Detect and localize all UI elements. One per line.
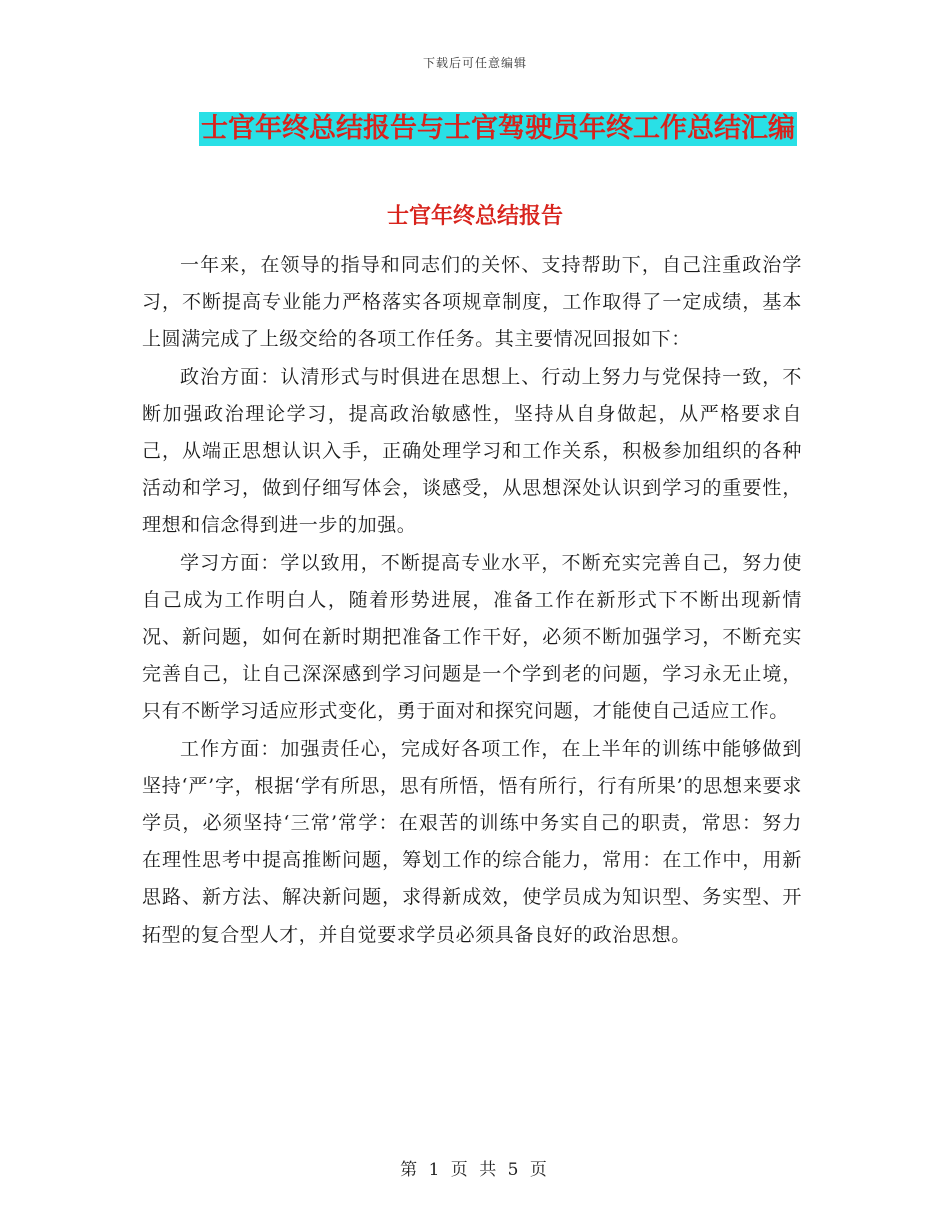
- paragraph-study: 学习方面：学以致用，不断提高专业水平，不断充实完善自己，努力使自己成为工作明白人，随着形势进展，准备工作在新形式下不断出现新情况、新问题，如何在新时期把准备工作干好，必须不断加强学习，不断充实完善自己，让自己深深感到学习问题是一个学到老的问题，学习永无止境，只有不断学习适应形式变化，勇于面对和探究问题，才能使自己适应工作。: [142, 551, 802, 723]
- document-title: 士官年终总结报告与士官驾驶员年终工作总结汇编: [201, 113, 795, 144]
- page-number-footer: 第 1 页 共 5 页: [400, 1160, 550, 1180]
- paragraph-work: 工作方面：加强责任心，完成好各项工作，在上半年的训练中能够做到坚持‘严’字，根据‘学有所思，思有所悟，悟有所行，行有所果’的思想来要求学员，必须坚持‘三常’常学：在艰苦的训练中务实自己的职责，常思：努力在理性思考中提高推断问题，筹划工作的综合能力，常用：在工作中，用新思路、新方法、解决新问题，求得新成效，使学员成为知识型、务实型、开拓型的复合型人才，并自觉要求学员必须具备良好的政治思想。: [142, 737, 802, 946]
- section-title: 士官年终总结报告: [386, 204, 563, 229]
- paragraph-politics: 政治方面：认清形式与时俱进在思想上、行动上努力与党保持一致，不断加强政治理论学习，提高政治敏感性，坚持从自身做起，从严格要求自己，从端正思想认识入手，正确处理学习和工作关系，积极参加组织的各种活动和学习，做到仔细写体会，谈感受，从思想深处认识到学习的重要性，理想和信念得到进一步的加强。: [142, 365, 802, 537]
- document-title-container: [0, 112, 950, 146]
- header-note: 下载后可任意编辑: [422, 56, 527, 70]
- document-body: [142, 247, 802, 954]
- paragraph-intro: 一年来，在领导的指导和同志们的关怀、支持帮助下，自己注重政治学习，不断提高专业能力严格落实各项规章制度，工作取得了一定成绩，基本上圆满完成了上级交给的各项工作任务。其主要情况回报如下：: [142, 254, 802, 351]
